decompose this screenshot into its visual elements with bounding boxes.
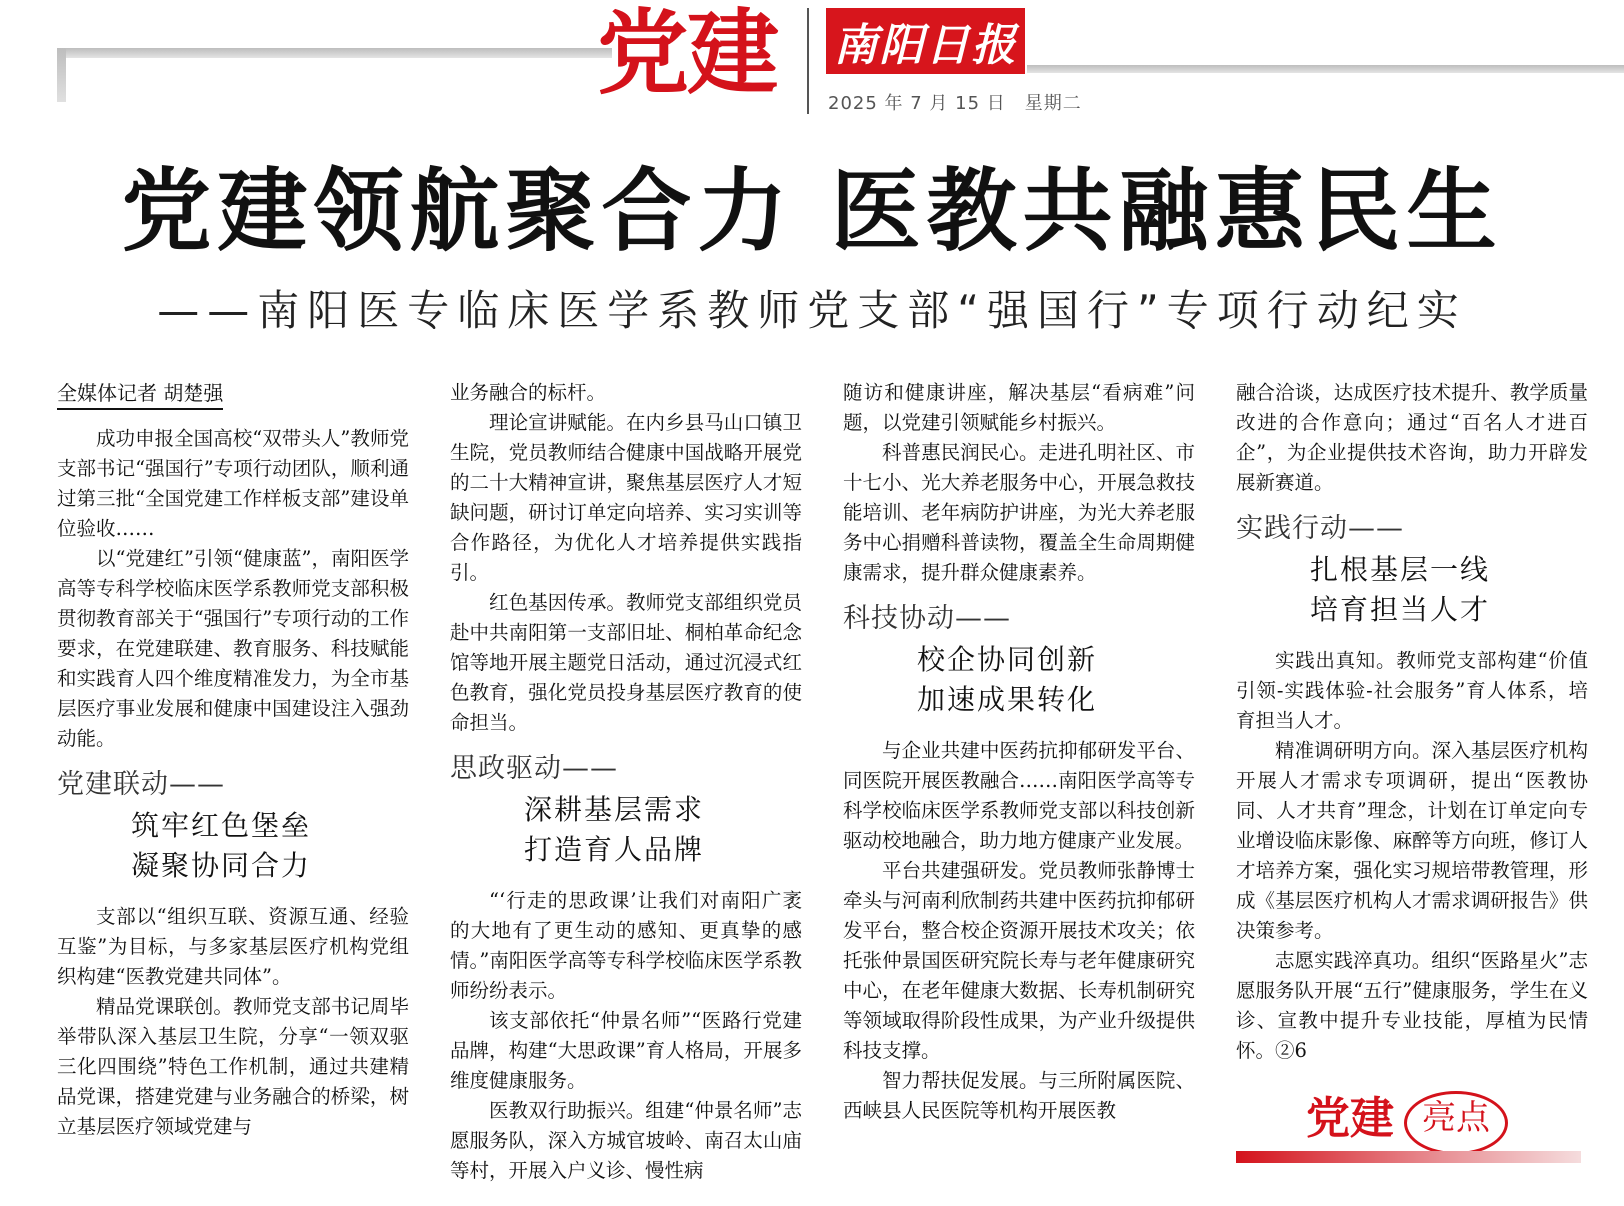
body-paragraph: 随访和健康讲座，解决基层“看病难”问题，以党建引领赋能乡村振兴。	[843, 381, 1195, 434]
badge-bar	[1236, 1151, 1581, 1163]
body-paragraph: 业务融合的标杆。	[450, 381, 607, 404]
body-paragraph: 科普惠民润民心。走进孔明社区、市十七小、光大养老服务中心，开展急救技能培训、老年病防护讲座，为光大养老服务中心捐赠科普读物，覆盖全生命周期健康需求，提升群众健康素养。	[843, 441, 1195, 584]
column-2	[450, 378, 802, 1186]
masthead-divider	[807, 8, 809, 114]
body-paragraph: 平台共建强研发。党员教师张静博士牵头与河南利欣制药共建中医药抗抑郁研发平台，整合校企资源开展技术攻关；依托张仲景国医研究院长寿与老年健康研究中心，在老年健康大数据、长寿机制研究等领域取得阶段性成果，为产业升级提供科技支撑。	[843, 859, 1195, 1062]
section-title-block	[57, 806, 409, 886]
badge-main-text: 党建	[1306, 1093, 1394, 1144]
section-title-line: 筑牢红色堡垒	[131, 809, 312, 842]
section-label: 思政驱动——	[450, 753, 618, 784]
body-paragraph: 精准调研明方向。深入基层医疗机构开展人才需求专项调研，提出“医教协同、人才共育”理念，计划在订单定向专业增设临床影像、麻醉等方向班，修订人才培养方案，强化实习规培带教管理，形成《基层医疗机构人才需求调研报告》供决策参考。	[1236, 739, 1588, 942]
body-paragraph: 精品党课联创。教师党支部书记周毕举带队深入基层卫生院，分享“一领双驱三化四围绕”特色工作机制，通过共建精品党课，搭建党建与业务融合的桥梁，树立基层医疗领域党建与	[57, 995, 409, 1138]
headline: 党建领航聚合力 医教共融惠民生	[121, 158, 1503, 264]
section-title-block	[843, 640, 1195, 720]
byline: 全媒体记者 胡楚强	[57, 378, 223, 410]
section-label: 实践行动——	[1236, 513, 1404, 544]
newspaper-name: 南阳日报	[833, 20, 1018, 71]
badge-sub-text: 亮点	[1422, 1098, 1490, 1138]
section-title: 党建	[597, 0, 778, 107]
section-label: 党建联动——	[57, 769, 225, 800]
column-4	[1236, 378, 1588, 1066]
section-title-line: 加速成果转化	[917, 683, 1098, 716]
subheadline: ——南阳医专临床医学系教师党支部“强国行”专项行动纪实	[157, 286, 1467, 335]
issue-date: 2025 年 7 月 15 日 星期二	[828, 93, 1082, 114]
column-1	[57, 378, 409, 1142]
section-title-line: 扎根基层一线	[1310, 553, 1491, 586]
section-title-block	[1236, 550, 1588, 630]
masthead-rule-tick	[57, 48, 66, 102]
section-label: 科技协动——	[843, 603, 1011, 634]
body-paragraph: 志愿实践淬真功。组织“医路星火”志愿服务队开展“五行”健康服务，学生在义诊、宣教中提升专业技能，厚植为民情怀。②6	[1236, 949, 1588, 1062]
section-title-line: 深耕基层需求	[524, 793, 705, 826]
body-paragraph: 融合洽谈，达成医疗技术提升、教学质量改进的合作意向；通过“百名人才进百企”，为企业提供技术咨询，助力开辟发展新赛道。	[1236, 381, 1588, 494]
body-paragraph: 该支部依托“仲景名师”“医路行党建品牌，构建“大思政课”育人格局，开展多维度健康服务。	[450, 1009, 802, 1092]
body-paragraph: 智力帮扶促发展。与三所附属医院、西峡县人民医院等机构开展医教	[843, 1069, 1195, 1122]
body-paragraph: 实践出真知。教师党支部构建“价值引领-实践体验-社会服务”育人体系，培育担当人才。	[1236, 649, 1588, 732]
masthead-rule-right	[1027, 65, 1624, 73]
body-paragraph: 医教双行助振兴。组建“仲景名师”志愿服务队，深入方城官坡岭、南召太山庙等村，开展入户义诊、慢性病	[450, 1099, 802, 1182]
intro-paragraph: 以“党建红”引领“健康蓝”，南阳医学高等专科学校临床医学系教师党支部积极贯彻教育部关于“强国行”专项行动的工作要求，在党建联建、教育服务、科技赋能和实践育人四个维度精准发力，为全市基层医疗事业发展和健康中国建设注入强劲动能。	[57, 547, 409, 750]
section-title-line: 培育担当人才	[1310, 593, 1491, 626]
section-title-line: 打造育人品牌	[524, 833, 705, 866]
body-paragraph: 与企业共建中医药抗抑郁研发平台、同医院开展医教融合……南阳医学高等专科学校临床医学系教师党支部以科技创新驱动校地融合，助力地方健康产业发展。	[843, 739, 1195, 852]
column-3	[843, 378, 1195, 1126]
body-paragraph: “‘行走的思政课’让我们对南阳广袤的大地有了更生动的感知、更真挚的感情。”南阳医学高等专科学校临床医学系教师纷纷表示。	[450, 889, 802, 1002]
section-title-line: 校企协同创新	[917, 643, 1098, 676]
section-title-line: 凝聚协同合力	[131, 849, 312, 882]
highlight-badge	[1236, 1085, 1581, 1169]
intro-paragraph: 成功申报全国高校“双带头人”教师党支部书记“强国行”专项行动团队，顺利通过第三批“全国党建工作样板支部”建设单位验收……	[57, 427, 409, 540]
section-title-block	[450, 790, 802, 870]
body-paragraph: 支部以“组织互联、资源互通、经验互鉴”为目标，与多家基层医疗机构党组织构建“医教党建共同体”。	[57, 905, 409, 988]
masthead-rule-left	[57, 48, 612, 58]
body-paragraph: 理论宣讲赋能。在内乡县马山口镇卫生院，党员教师结合健康中国战略开展党的二十大精神宣讲，聚焦基层医疗人才短缺问题，研讨订单定向培养、实习实训等合作路径，为优化人才培养提供实践指引。	[450, 411, 802, 584]
newspaper-logo	[826, 8, 1025, 74]
body-paragraph: 红色基因传承。教师党支部组织党员赴中共南阳第一支部旧址、桐柏革命纪念馆等地开展主题党日活动，通过沉浸式红色教育，强化党员投身基层医疗教育的使命担当。	[450, 591, 802, 734]
